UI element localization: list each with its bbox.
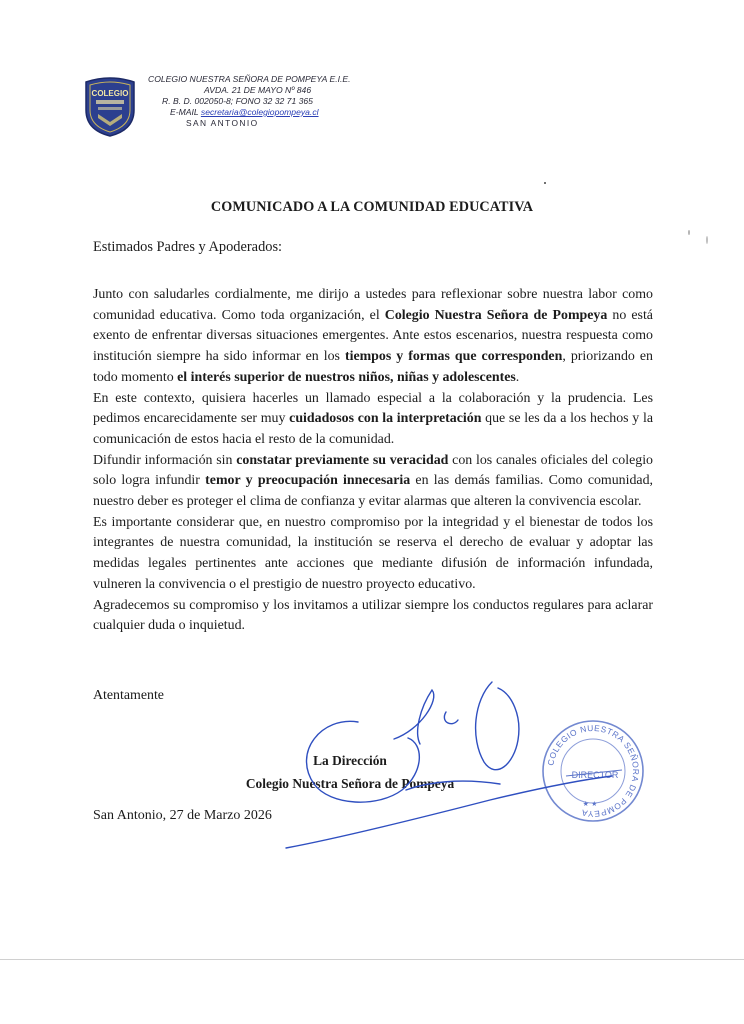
school-city: SAN ANTONIO [186, 118, 259, 128]
paragraph-verification: Difundir información sin constatar previamente su veracidad con los canales oficiales del colegio solo logra infundir temor y preocupación innecesaria en las demás familias. Como comunidad, nuestro deber es proteger el clima de confianza y evitar alarmas que alteren la convivencia escolar. [93, 452, 654, 510]
closing: Atentamente [93, 688, 164, 703]
school-crest-icon [82, 76, 138, 138]
letterhead [82, 74, 382, 144]
signature-block [200, 749, 500, 795]
school-email-line [148, 107, 388, 118]
paragraph-thanks: Agradecemos su compromiso y los invitamos a utilizar siempre los conductos regulares para aclarar cualquier duda o inquietud. [93, 597, 653, 634]
paragraph-prudence: En este contexto, quisiera hacerles un llamado especial a la colaboración y la prudencia. Les pedimos encarecidamente ser muy cuidadosos con la interpretación que se les da a los hechos y la comunicación de estos hacia el resto de la comunidad. [93, 390, 653, 447]
scan-speck [706, 236, 708, 244]
scan-speck [688, 230, 690, 235]
scan-speck [544, 182, 546, 184]
paragraph-legal: Es importante considerar que, en nuestro compromiso por la integridad y el bienestar de todos los integrantes de nuestra comunidad, la institución se reserva el derecho de evaluar y adoptar las medidas legales pertinentes ante acciones que mediante difusión de información infundada, vulneren la convivencia o el prestigio de nuestro proyecto educativo. [93, 514, 653, 592]
email-label: E-MAIL [170, 107, 199, 117]
letter-body [93, 285, 653, 637]
stamp-stars: ★ ★ [582, 800, 598, 808]
school-address: AVDA. 21 DE MAYO Nº 846 [204, 85, 312, 95]
salutation: Estimados Padres y Apoderados: [93, 239, 283, 255]
school-name: COLEGIO NUESTRA SEÑORA DE POMPEYA E.I.E. [148, 74, 351, 84]
stamp-center-text: DIRECTOR [571, 770, 619, 780]
scan-edge-line [0, 959, 744, 960]
school-rbd-phone: R. B. D. 002050-8; FONO 32 32 71 365 [162, 96, 313, 106]
crest-label: COLEGIO [91, 89, 129, 98]
signature-line-direction: La Dirección [313, 753, 387, 768]
letterhead-text [148, 74, 388, 129]
document-title: COMUNICADO A LA COMUNIDAD EDUCATIVA [210, 199, 534, 215]
school-stamp-icon [540, 718, 646, 824]
paragraph-intro: Junto con saludarles cordialmente, me dirijo a ustedes para reflexionar sobre nuestra labor como comunidad educativa. Como toda organización, el Colegio Nuestra Señora de Pompeya no está exento de enfrentar diversas situaciones emergentes. Ante estos escenarios, nuestra respuesta como institución siempre ha sido informar en los tiempos y formas que corresponden, priorizando en todo momento el interés superior de nuestros niños, niñas y adolescentes. [93, 287, 653, 385]
school-email-link[interactable]: secretaria@colegiopompeya.cl [200, 107, 319, 117]
signature-line-school: Colegio Nuestra Señora de Pompeya [245, 776, 455, 791]
document-date: San Antonio, 27 de Marzo 2026 [93, 808, 272, 823]
stamp-ring-text: COLEGIO NUESTRA SEÑORA DE POMPEYA [545, 722, 642, 820]
